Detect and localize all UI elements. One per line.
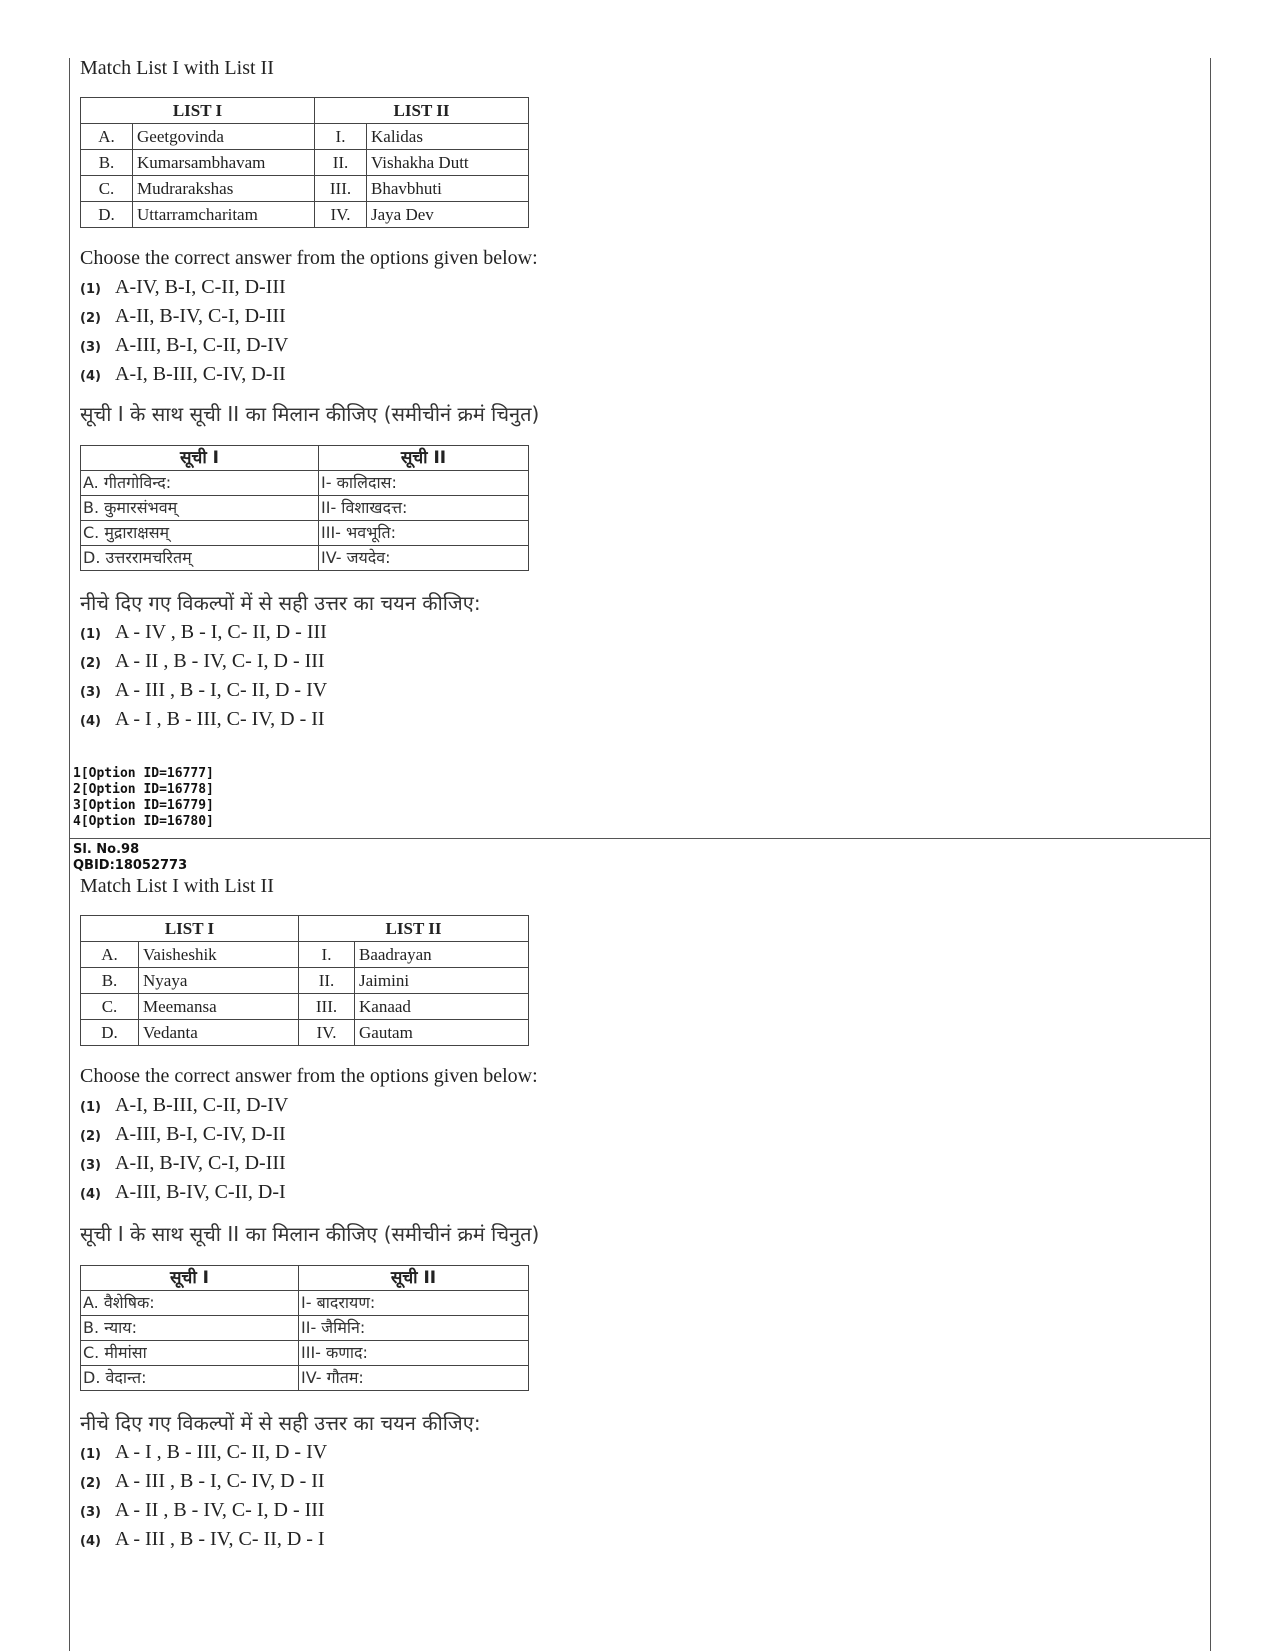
table-row — [81, 1341, 529, 1366]
option-3[interactable] — [80, 1152, 1180, 1181]
cell: A. वैशेषिक: — [81, 1291, 299, 1316]
q1-match-table — [80, 97, 529, 228]
q1-heading: Match List I with List II — [80, 57, 274, 79]
cell: II. — [315, 150, 367, 176]
cell: Mudrarakshas — [133, 176, 315, 202]
list2-header: सूची II — [319, 446, 529, 471]
right-border — [1210, 58, 1211, 1651]
q2-match-table — [80, 915, 529, 1046]
option-number: (1) — [80, 627, 101, 642]
q2-options — [80, 1094, 1180, 1210]
option-text: A - III , B - I, C- IV, D - II — [115, 1470, 325, 1492]
table-row — [81, 546, 529, 571]
cell: A. — [81, 942, 139, 968]
cell: Kanaad — [355, 994, 529, 1020]
cell: Uttarramcharitam — [133, 202, 315, 228]
cell: II- विशाखदत्त: — [319, 496, 529, 521]
list1-header: सूची I — [81, 446, 319, 471]
table-row — [81, 150, 529, 176]
option-number: (4) — [80, 714, 101, 729]
option-4[interactable] — [80, 1181, 1180, 1210]
option-id: 2[Option ID=16778] — [73, 782, 214, 797]
list1-header: LIST I — [81, 916, 299, 942]
cell: III. — [299, 994, 355, 1020]
cell: D. वेदान्त: — [81, 1366, 299, 1391]
q1-hindi-options — [80, 621, 1180, 737]
cell: Gautam — [355, 1020, 529, 1046]
q2-hindi-match-table — [80, 1265, 529, 1391]
q2-hindi-choose-text: नीचे दिए गए विकल्पों में से सही उत्तर का चयन कीजिए: — [80, 1411, 481, 1435]
list2-header: सूची II — [299, 1266, 529, 1291]
cell: III. — [315, 176, 367, 202]
cell: A. गीतगोविन्द: — [81, 471, 319, 496]
option-number: (2) — [80, 656, 101, 671]
list1-header: सूची I — [81, 1266, 299, 1291]
option-number: (4) — [80, 369, 101, 384]
cell: D. — [81, 202, 133, 228]
cell: Meemansa — [139, 994, 299, 1020]
q2-english-section — [80, 874, 1180, 1210]
cell: Nyaya — [139, 968, 299, 994]
table-row — [81, 496, 529, 521]
q1-hindi-choose-text: नीचे दिए गए विकल्पों में से सही उत्तर का चयन कीजिए: — [80, 591, 481, 615]
cell: Jaya Dev — [367, 202, 529, 228]
table-row — [81, 1020, 529, 1046]
cell: B. न्याय: — [81, 1316, 299, 1341]
qbid: QBID:18052773 — [73, 858, 188, 873]
cell: I. — [299, 942, 355, 968]
option-text: A-II, B-IV, C-I, D-III — [115, 1152, 286, 1174]
cell: D. — [81, 1020, 139, 1046]
cell: I- बादरायण: — [299, 1291, 529, 1316]
option-number: (3) — [80, 340, 101, 355]
option-4[interactable] — [80, 1528, 1180, 1557]
table-row — [81, 1366, 529, 1391]
option-number: (3) — [80, 1158, 101, 1173]
cell: C. — [81, 994, 139, 1020]
option-id: 4[Option ID=16780] — [73, 814, 214, 829]
table-row — [81, 202, 529, 228]
cell: I- कालिदास: — [319, 471, 529, 496]
cell: B. कुमारसंभवम् — [81, 496, 319, 521]
q2-choose-text: Choose the correct answer from the options given below: — [80, 1065, 538, 1087]
cell: IV. — [299, 1020, 355, 1046]
table-row — [81, 1291, 529, 1316]
cell: II- जैमिनि: — [299, 1316, 529, 1341]
cell: B. — [81, 968, 139, 994]
option-number: (1) — [80, 1447, 101, 1462]
cell: IV- जयदेव: — [319, 546, 529, 571]
question-separator — [69, 838, 1211, 839]
cell: C. मुद्राराक्षसम् — [81, 521, 319, 546]
table-row — [81, 176, 529, 202]
option-text: A - II , B - IV, C- I, D - III — [115, 650, 325, 672]
table-header — [81, 1266, 529, 1291]
option-2[interactable] — [80, 1123, 1180, 1152]
cell: Geetgovinda — [133, 124, 315, 150]
cell: C. मीमांसा — [81, 1341, 299, 1366]
list2-header: LIST II — [299, 916, 529, 942]
option-id: 1[Option ID=16777] — [73, 766, 214, 781]
option-number: (3) — [80, 685, 101, 700]
table-row — [81, 471, 529, 496]
table-row — [81, 968, 529, 994]
cell: B. — [81, 150, 133, 176]
option-text: A-I, B-III, C-IV, D-II — [115, 363, 286, 385]
q1-hindi-heading: सूची I के साथ सूची II का मिलान कीजिए (समीचीनं क्रमं चिनुत) — [80, 402, 540, 426]
option-1[interactable] — [80, 621, 1180, 650]
cell: A. — [81, 124, 133, 150]
option-text: A - I , B - III, C- IV, D - II — [115, 708, 325, 730]
option-text: A - III , B - IV, C- II, D - I — [115, 1528, 325, 1550]
cell: I. — [315, 124, 367, 150]
option-4[interactable] — [80, 708, 1180, 737]
table-header — [81, 98, 529, 124]
option-3[interactable] — [80, 679, 1180, 708]
option-number: (4) — [80, 1534, 101, 1549]
cell: Vishakha Dutt — [367, 150, 529, 176]
q2-hindi-heading: सूची I के साथ सूची II का मिलान कीजिए (समीचीनं क्रमं चिनुत) — [80, 1222, 540, 1246]
option-number: (2) — [80, 311, 101, 326]
cell: Jaimini — [355, 968, 529, 994]
option-text: A-I, B-III, C-II, D-IV — [115, 1094, 289, 1116]
option-3[interactable] — [80, 1499, 1180, 1528]
option-2[interactable] — [80, 650, 1180, 679]
serial-number: Sl. No.98 — [73, 842, 140, 857]
q1-choose-text: Choose the correct answer from the options given below: — [80, 247, 538, 269]
q1-options — [80, 276, 1180, 392]
cell: Vedanta — [139, 1020, 299, 1046]
cell: C. — [81, 176, 133, 202]
cell: Kumarsambhavam — [133, 150, 315, 176]
cell: III- भवभूति: — [319, 521, 529, 546]
list2-header: LIST II — [315, 98, 529, 124]
cell: IV. — [315, 202, 367, 228]
option-3[interactable] — [80, 334, 1180, 363]
option-text: A - III , B - I, C- II, D - IV — [115, 679, 328, 701]
option-text: A-III, B-IV, C-II, D-I — [115, 1181, 286, 1203]
q1-hindi-section — [80, 400, 1180, 737]
option-id: 3[Option ID=16779] — [73, 798, 214, 813]
q2-heading: Match List I with List II — [80, 875, 274, 897]
option-text: A-III, B-I, C-II, D-IV — [115, 334, 289, 356]
option-text: A-IV, B-I, C-II, D-III — [115, 276, 286, 298]
option-text: A - I , B - III, C- II, D - IV — [115, 1441, 328, 1463]
option-2[interactable] — [80, 1470, 1180, 1499]
q2-hindi-section — [80, 1220, 1180, 1557]
cell: Bhavbhuti — [367, 176, 529, 202]
table-row — [81, 942, 529, 968]
cell: D. उत्तररामचरितम् — [81, 546, 319, 571]
table-row — [81, 1316, 529, 1341]
option-text: A - II , B - IV, C- I, D - III — [115, 1499, 325, 1521]
q1-option-ids — [73, 766, 214, 830]
cell: IV- गौतम: — [299, 1366, 529, 1391]
option-number: (2) — [80, 1476, 101, 1491]
table-row — [81, 124, 529, 150]
table-row — [81, 521, 529, 546]
q2-meta — [73, 842, 187, 874]
cell: Baadrayan — [355, 942, 529, 968]
option-4[interactable] — [80, 363, 1180, 392]
cell: Vaisheshik — [139, 942, 299, 968]
option-text: A-II, B-IV, C-I, D-III — [115, 305, 286, 327]
left-border — [69, 58, 70, 1651]
q2-hindi-options — [80, 1441, 1180, 1557]
option-1[interactable] — [80, 1441, 1180, 1470]
table-row — [81, 994, 529, 1020]
cell: III- कणाद: — [299, 1341, 529, 1366]
cell: Kalidas — [367, 124, 529, 150]
option-number: (4) — [80, 1187, 101, 1202]
table-header — [81, 916, 529, 942]
option-number: (1) — [80, 1100, 101, 1115]
q1-english-section — [80, 56, 1180, 392]
option-number: (2) — [80, 1129, 101, 1144]
option-text: A - IV , B - I, C- II, D - III — [115, 621, 327, 643]
q1-hindi-match-table — [80, 445, 529, 571]
option-number: (3) — [80, 1505, 101, 1520]
table-header — [81, 446, 529, 471]
option-number: (1) — [80, 282, 101, 297]
option-text: A-III, B-I, C-IV, D-II — [115, 1123, 286, 1145]
option-1[interactable] — [80, 1094, 1180, 1123]
option-2[interactable] — [80, 305, 1180, 334]
cell: II. — [299, 968, 355, 994]
option-1[interactable] — [80, 276, 1180, 305]
list1-header: LIST I — [81, 98, 315, 124]
